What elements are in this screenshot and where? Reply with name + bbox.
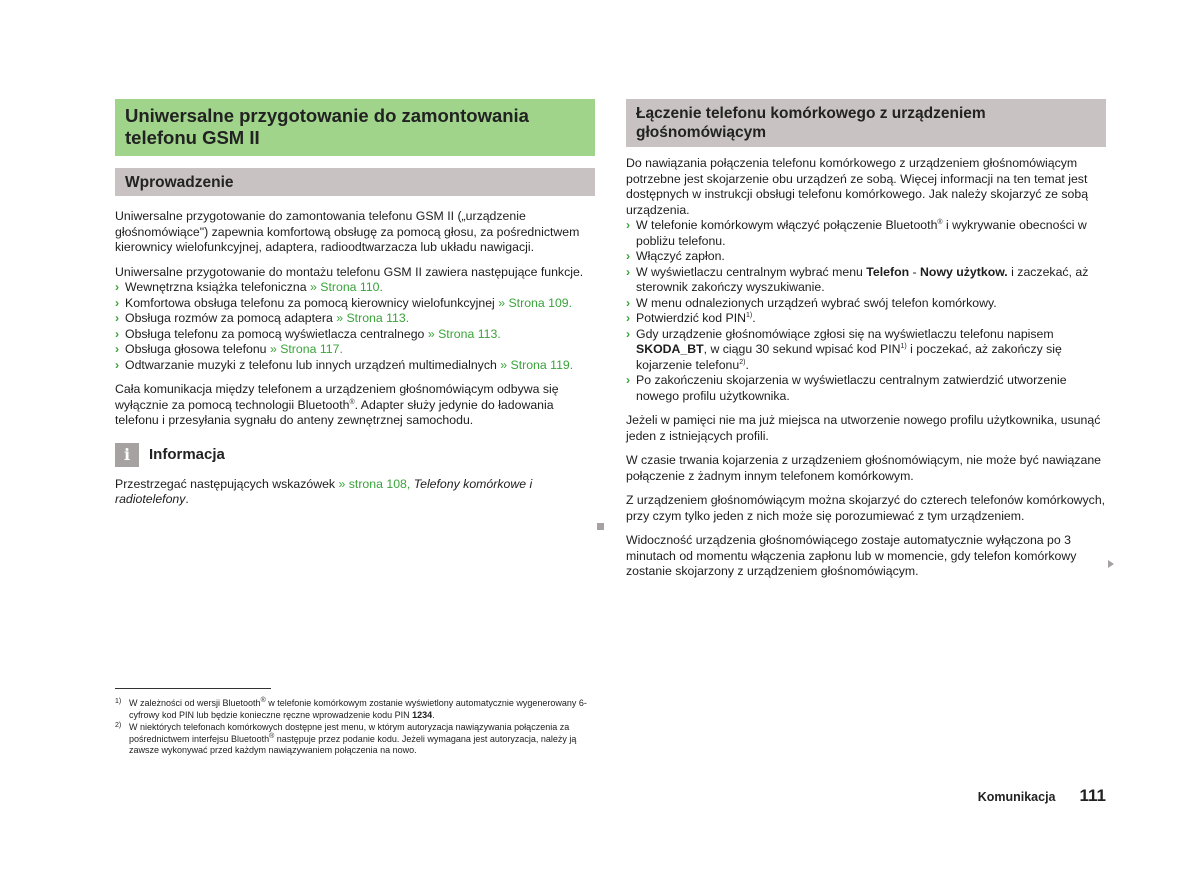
chevron-right-icon: ›	[115, 295, 120, 310]
visibility-paragraph: Widoczność urządzenia głośnomówiącego zostaje automatycznie wyłączona po 3 minutach od momentu włączenia zapłonu lub w momencie, gdy telefon komórkowy zostanie skojarzony z urządzeniem głośnomówiącym.	[626, 533, 1077, 578]
chevron-right-icon: ›	[626, 264, 631, 279]
page-link[interactable]: » Strona 110.	[310, 280, 383, 294]
info-paragraph: Przestrzegać następujących wskazówek » strona 108, Telefony komórkowe i radiotelefony.	[115, 476, 533, 506]
page-link[interactable]: » strona 108,	[338, 476, 411, 491]
subsection-box	[115, 168, 595, 196]
functions-list	[115, 280, 595, 373]
list-item: › W wyświetlaczu centralnym wybrać menu Telefon - Nowy użytkow. i zaczekać, aż sterownik zakończy wyszukiwanie.	[626, 264, 1089, 294]
section-title-box	[115, 99, 595, 156]
chevron-right-icon: ›	[115, 342, 120, 356]
footnote-1: 1) W zależności od wersji Bluetooth® w telefonie komórkowym zostanie wyświetlony automatycznie wygenerowany 6-cyfrowy kod PIN lub będzie konieczne ręczne wprowadzenie kodu PIN 1234.	[115, 697, 587, 720]
page-footer	[978, 786, 1106, 806]
page-link[interactable]: » Strona 113.	[427, 326, 501, 341]
intro-paragraph: Uniwersalne przygotowanie do zamontowania telefonu GSM II („urządzenie głośnomówiące") zapewnia komfortową obsługę za pomocą głosu, za pośrednictwem kierownicy wielofunkcyjnej, adaptera, radioodtwarzacza lub układu nawigacji.	[115, 209, 580, 254]
list-item: › W menu odnalezionych urządzeń wybrać swój telefon komórkowy.	[626, 295, 997, 310]
list-item: › Obsługa telefonu za pomocą wyświetlacza centralnego » Strona 113.	[115, 326, 501, 341]
list-item: › Włączyć zapłon.	[626, 249, 725, 263]
page-link[interactable]: » Strona 109.	[498, 295, 573, 310]
list-item: › Potwierdzić kod PIN$^{1)}$.	[626, 311, 756, 325]
section-title: Uniwersalne przygotowanie do zamontowania telefonu GSM II	[125, 105, 529, 148]
list-item: › Po zakończeniu skojarzenia w wyświetlaczu centralnym zatwierdzić utworzenie nowego profilu użytkownika.	[626, 373, 1067, 403]
bluetooth-paragraph: Cała komunikacja między telefonem a urządzeniem głośnomówiącym odbywa się wyłącznie za pomocą technologii Bluetooth®. Adapter służy jedynie do ładowania telefonu i przesyłania sygnału do anteny zewnętrznej samochodu.	[115, 382, 559, 427]
pairing-steps-list	[626, 218, 1106, 404]
chevron-right-icon: ›	[115, 311, 120, 325]
info-title: Informacja	[149, 446, 225, 463]
profile-paragraph: Jeżeli w pamięci nie ma już miejsca na utworzenie nowego profilu użytkownika, usunąć jeden z istniejących profili.	[626, 413, 1101, 443]
section-title: Łączenie telefonu komórkowego z urządzeniem głośnomówiącym	[636, 105, 986, 141]
chevron-right-icon: ›	[626, 249, 631, 263]
chevron-right-icon: ›	[115, 326, 120, 341]
list-item: › Gdy urządzenie głośnomówiące zgłosi się na wyświetlaczu telefonu napisem SKODA_BT, w ciągu 30 sekund wpisać kod PIN$^{1)}$ i poczekać, aż zakończy się kojarzenie telefonu$^{2)}$.	[626, 326, 1062, 372]
info-icon: i	[115, 443, 139, 467]
chevron-right-icon: ›	[626, 373, 631, 387]
pairing-intro-paragraph: Do nawiązania połączenia telefonu komórkowego z urządzeniem głośnomówiącym potrzebne jest skojarzenie obu urządzeń ze sobą. Więcej informacji na ten temat jest dostępnych w instrukcji obsługi telefonu komórkowego. Jak należy skojarzyć ze sobą urządzenia.	[626, 156, 1089, 217]
list-item: › Obsługa rozmów za pomocą adaptera » Strona 113.	[115, 311, 410, 325]
chapter-name: Komunikacja	[977, 790, 1056, 804]
page-number: 111	[1079, 786, 1106, 805]
footnote-divider	[115, 688, 271, 689]
continue-arrow-icon	[1108, 560, 1114, 568]
chevron-right-icon: ›	[115, 280, 120, 294]
list-item: › Komfortowa obsługa telefonu za pomocą kierownicy wielofunkcyjnej » Strona 109.	[115, 295, 573, 310]
chevron-right-icon: ›	[626, 295, 631, 310]
chevron-right-icon: ›	[115, 357, 120, 372]
chevron-right-icon: ›	[626, 218, 631, 232]
left-column	[115, 99, 595, 508]
footnotes	[115, 688, 595, 757]
list-item: › Obsługa głosowa telefonu » Strona 117.	[115, 342, 343, 356]
page-link[interactable]: » Strona 117.	[269, 342, 343, 356]
chevron-right-icon: ›	[626, 326, 631, 341]
list-item: › Odtwarzanie muzyki z telefonu lub innych urządzeń multimedialnych » Strona 119.	[115, 357, 574, 372]
right-column	[626, 99, 1106, 580]
info-header	[115, 443, 595, 467]
page-link[interactable]: » Strona 113.	[336, 311, 410, 325]
section-title-box	[626, 99, 1106, 147]
pairing-time-paragraph: W czasie trwania kojarzenia z urządzeniem głośnomówiącym, nie może być nawiązane połączenie z żadnym innym telefonem komórkowym.	[626, 453, 1102, 483]
chevron-right-icon: ›	[626, 311, 631, 325]
functions-paragraph: Uniwersalne przygotowanie do montażu telefonu GSM II zawiera następujące funkcje.	[115, 264, 584, 279]
subsection-title: Wprowadzenie	[125, 174, 234, 191]
list-item: › Wewnętrzna książka telefoniczna » Strona 110.	[115, 280, 383, 294]
phone-count-paragraph: Z urządzeniem głośnomówiącym można skojarzyć do czterech telefonów komórkowych, przy czym tylko jeden z nich może się porozumiewać z tym urządzeniem.	[626, 493, 1106, 523]
end-of-section-marker	[597, 523, 604, 530]
list-item: › W telefonie komórkowym włączyć połączenie Bluetooth® i wykrywanie obecności w pobliżu telefonu.	[626, 218, 1087, 248]
footnote-2: 2) W niektórych telefonach komórkowych dostępne jest menu, w którym autoryzacja nawiązywania połączenia za pośrednictwem interfejsu Bluetooth® następuje przez podanie kodu. Jeżeli wymagana jest autoryzacja, należy ją zawsze wykonywać przed każdym nawiązywaniem połączenia na nowo.	[115, 722, 577, 756]
page-link[interactable]: » Strona 119.	[500, 357, 574, 372]
